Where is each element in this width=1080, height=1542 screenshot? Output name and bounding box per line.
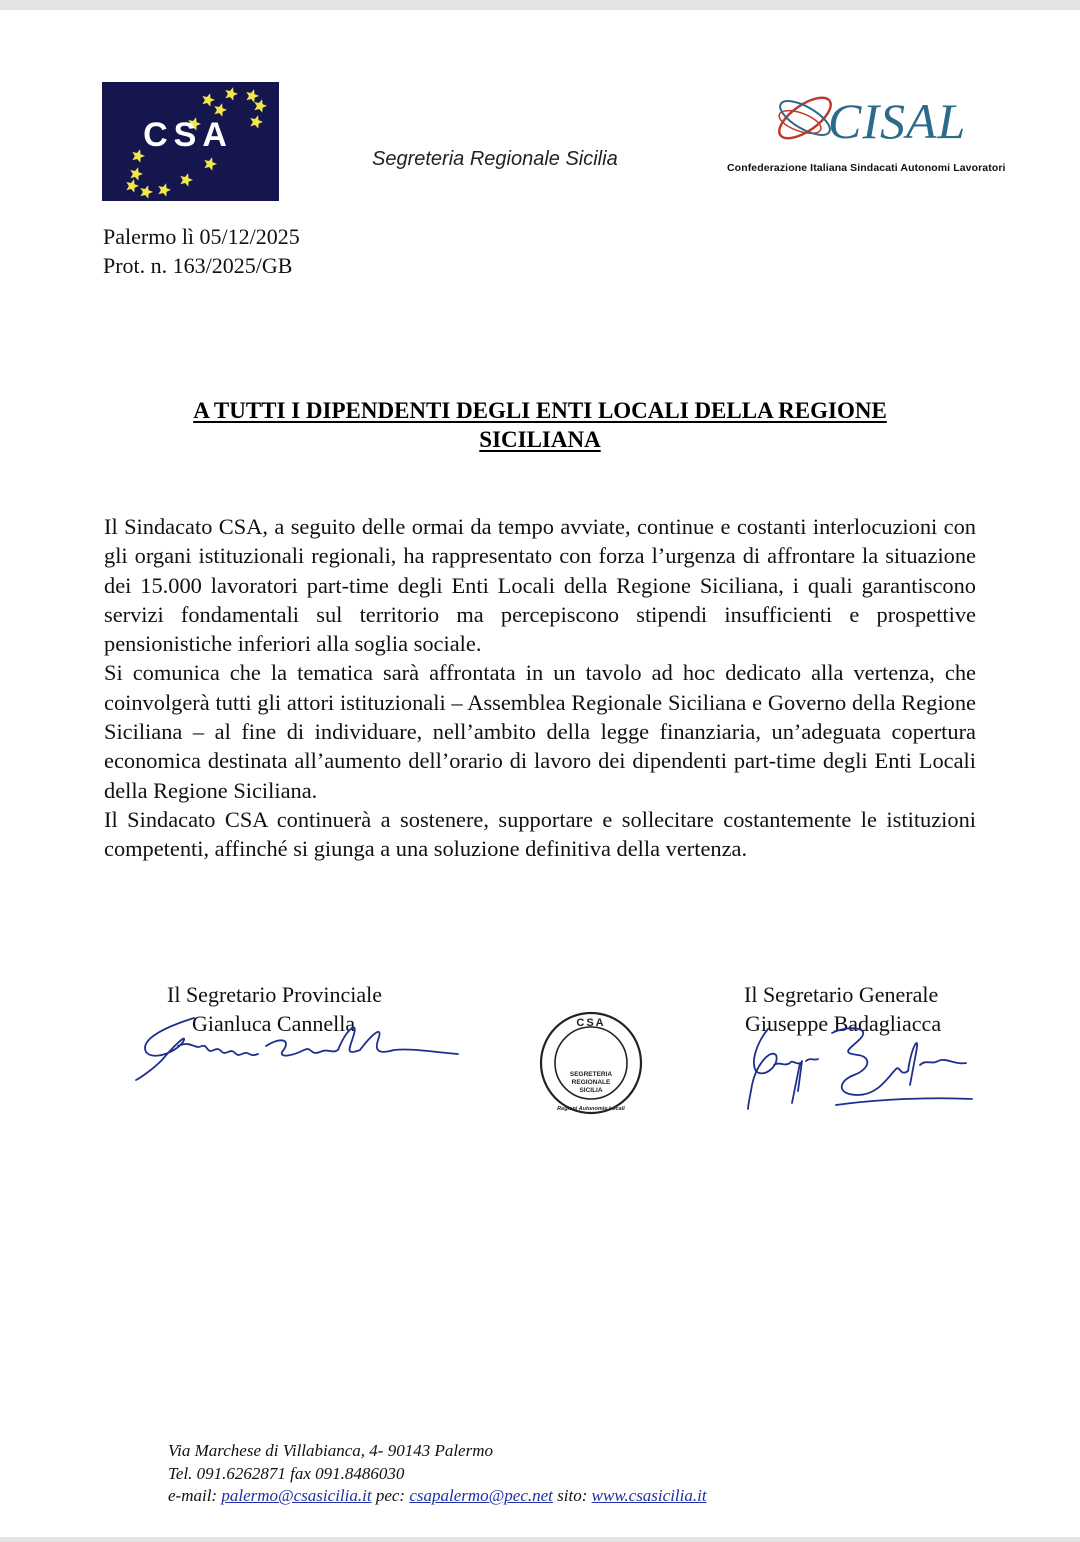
signature-left-handwriting	[132, 1010, 462, 1085]
star-icon	[130, 167, 143, 180]
star-icon	[225, 87, 238, 100]
csa-logo-graphic	[102, 82, 279, 201]
heading-line-1: A TUTTI I DIPENDENTI DEGLI ENTI LOCALI DELLA REGIONE	[193, 398, 887, 423]
site-link[interactable]: www.csasicilia.it	[591, 1486, 707, 1505]
star-icon	[214, 103, 227, 116]
star-icon	[250, 115, 263, 128]
segreteria-label: Segreteria Regionale Sicilia	[372, 148, 618, 170]
signatory-left-name: Gianluca Cannella	[192, 1011, 356, 1036]
body-paragraph: Il Sindacato CSA, a seguito delle ormai da tempo avviate, continue e costanti interlocuzioni con gli organi istituzionali regionali, ha rappresentato con forza l’urgenza di affrontare la situazione dei 15.000 lavoratori part-time degli Enti Locali della Regione Siciliana, i quali garantiscono servizi fondamentali sul territorio ma percepiscono stipendi insufficienti e prospettive pensionistiche inferiori alla soglia sociale.	[104, 514, 976, 657]
star-icon	[202, 93, 215, 106]
star-icon	[126, 179, 139, 192]
cisal-logo-text: CISAL	[828, 93, 967, 149]
stamp-center-line: SICILIA	[579, 1087, 603, 1094]
top-scroll-edge	[0, 0, 1080, 10]
bottom-scroll-edge	[0, 1537, 1080, 1542]
signatory-left-title: Il Segretario Provinciale	[167, 982, 383, 1007]
pec-label: pec:	[375, 1486, 406, 1505]
csa-logo	[102, 82, 279, 201]
stamp-center-line: SEGRETERIA	[569, 1071, 613, 1078]
body-paragraph: Il Sindacato CSA continuerà a sostenere, supportare e sollecitare costantemente le istituzioni competenti, affinché si giunga a una soluzione definitiva della vertenza.	[104, 806, 976, 862]
cisal-subtitle: Confederazione Italiana Sindacati Autonomi Lavoratori	[727, 162, 1006, 174]
letter-body	[104, 512, 976, 864]
csa-stamp	[538, 1010, 644, 1116]
stamp-top-text: CSA	[576, 1017, 606, 1029]
star-icon	[204, 157, 217, 170]
protocol-number: Prot. n. 163/2025/GB	[103, 253, 293, 278]
footer-address: Via Marchese di Villabianca, 4- 90143 Palermo	[168, 1441, 493, 1460]
pec-link[interactable]: csapalermo@pec.net	[409, 1486, 553, 1505]
star-icon	[254, 99, 267, 112]
email-link[interactable]: palermo@csasicilia.it	[221, 1486, 372, 1505]
star-icon	[140, 185, 153, 198]
footer-phone: Tel. 091.6262871 fax 091.8486030	[168, 1463, 405, 1483]
signatory-right-name: Giuseppe Badagliacca	[745, 1011, 942, 1036]
letter-footer	[168, 1440, 707, 1508]
csa-logo-text: CSA	[143, 116, 233, 154]
stamp-bottom-text: Regioni Autonomie Locali	[557, 1106, 625, 1112]
letter-heading	[100, 396, 980, 454]
footer-contacts	[168, 1485, 707, 1508]
body-paragraph: Si comunica che la tematica sarà affrontata in un tavolo ad hoc dedicato alla vertenza, che coinvolgerà tutti gli attori istituzionali – Assemblea Regionale Siciliana e Governo della Regione Siciliana – al fine di individuare, nell’ambito della legge finanziaria, un’adeguata copertura economica destinata all’aumento dell’orario di lavoro dei dipendenti part-time degli Enti Locali della Regione Siciliana.	[104, 660, 976, 803]
star-icon	[246, 89, 259, 102]
star-icon	[158, 183, 171, 196]
letter-meta	[103, 222, 300, 280]
heading-line-2: SICILIANA	[479, 427, 601, 452]
signature-right-handwriting	[740, 1025, 980, 1120]
signatory-right-title: Il Segretario Generale	[744, 982, 939, 1007]
email-label: e-mail:	[168, 1486, 218, 1505]
place-date: Palermo lì 05/12/2025	[103, 224, 300, 249]
star-icon	[180, 173, 193, 186]
stamp-center-line: REGIONALE	[571, 1079, 611, 1086]
site-label: sito:	[557, 1486, 588, 1505]
